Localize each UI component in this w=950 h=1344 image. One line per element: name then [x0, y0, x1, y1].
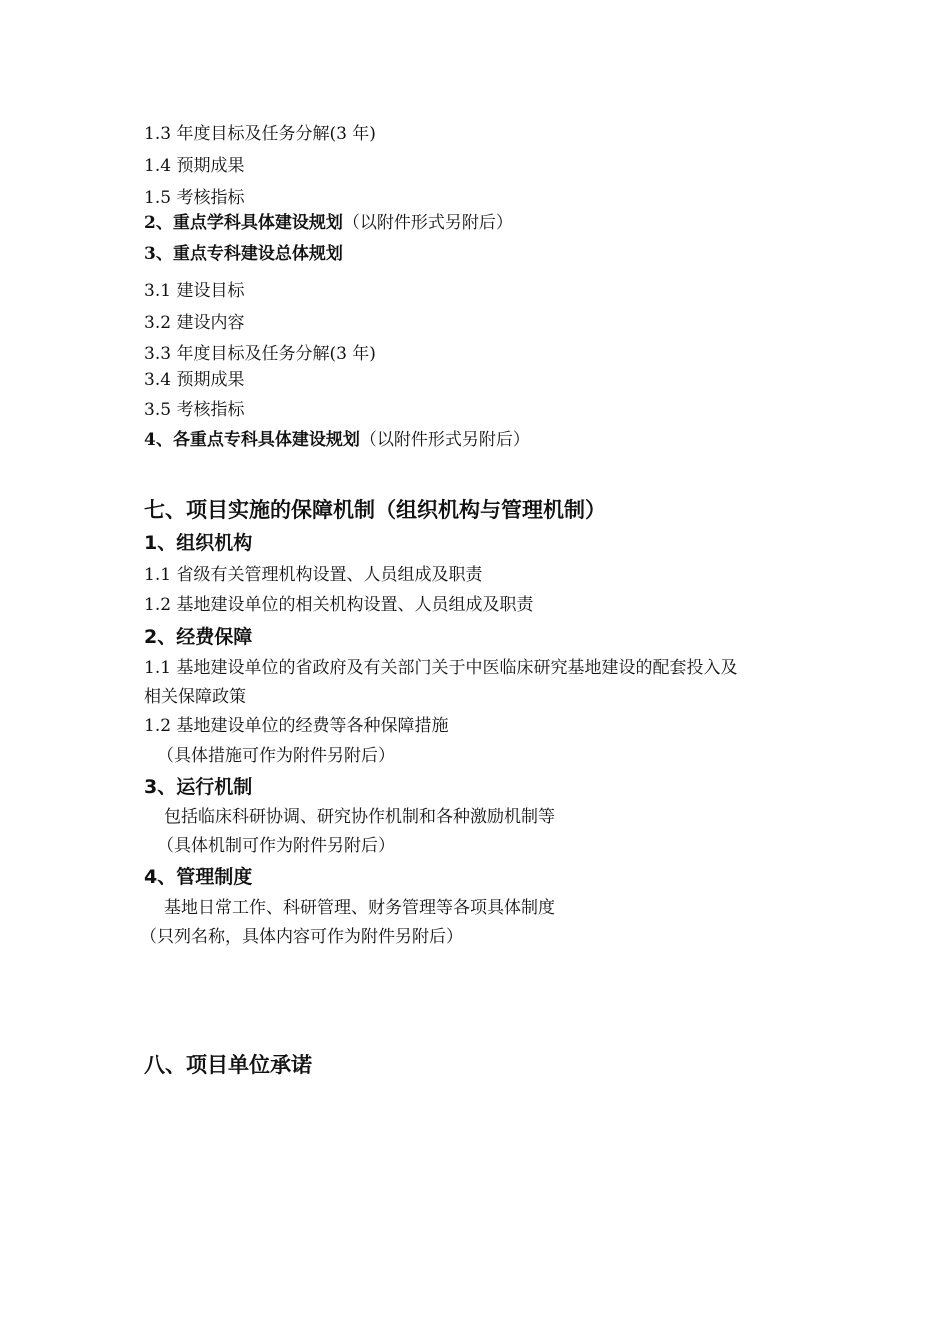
section-7-1-1: 1.1 省级有关管理机构设置、人员组成及职责: [144, 565, 483, 585]
item-1-5: 1.5 考核指标: [144, 188, 245, 208]
section-7-heading-1: 1、组织机构: [144, 532, 253, 554]
item-3-5: 3.5 考核指标: [144, 400, 245, 420]
item-2-title: 2、重点学科具体建设规划: [144, 213, 343, 233]
section-7-3-note: （具体机制可作为附件另附后）: [157, 836, 395, 856]
item-1-4: 1.4 预期成果: [144, 156, 245, 176]
item-3-title: 3、重点专科建设总体规划: [144, 244, 343, 264]
item-1-3: 1.3 年度目标及任务分解(3 年): [144, 124, 376, 144]
section-7-2-note: （具体措施可作为附件另附后）: [157, 746, 395, 766]
item-3-2: 3.2 建设内容: [144, 313, 245, 333]
section-7-heading-4: 4、管理制度: [144, 866, 253, 888]
section-7-2-2: 1.2 基地建设单位的经费等各种保障措施: [144, 716, 449, 736]
section-7-1-2: 1.2 基地建设单位的相关机构设置、人员组成及职责: [144, 595, 534, 615]
item-4-note: （以附件形式另附后）: [359, 430, 530, 450]
item-3-3: 3.3 年度目标及任务分解(3 年): [144, 344, 376, 364]
item-2: [144, 212, 513, 234]
section-7-2-1a: 1.1 基地建设单位的省政府及有关部门关于中医临床研究基地建设的配套投入及: [144, 658, 738, 678]
item-3-4: 3.4 预期成果: [144, 370, 245, 390]
section-7-heading-3: 3、运行机制: [144, 776, 253, 798]
item-2-note: （以附件形式另附后）: [342, 213, 513, 233]
section-7-heading-2: 2、经费保障: [144, 626, 253, 648]
section-7-4-1: 基地日常工作、科研管理、财务管理等各项具体制度: [164, 898, 555, 918]
section-8-title: 八、项目单位承诺: [144, 1053, 312, 1077]
item-4: [144, 429, 530, 451]
section-7-4-note: （只列名称，具体内容可作为附件另附后）: [140, 927, 463, 947]
section-7-title: 七、项目实施的保障机制（组织机构与管理机制）: [144, 498, 606, 522]
item-4-title: 4、各重点专科具体建设规划: [144, 430, 360, 450]
section-7-3-1: 包括临床科研协调、研究协作机制和各种激励机制等: [164, 807, 555, 827]
section-7-2-1b: 相关保障政策: [144, 687, 246, 707]
item-3-1: 3.1 建设目标: [144, 281, 245, 301]
